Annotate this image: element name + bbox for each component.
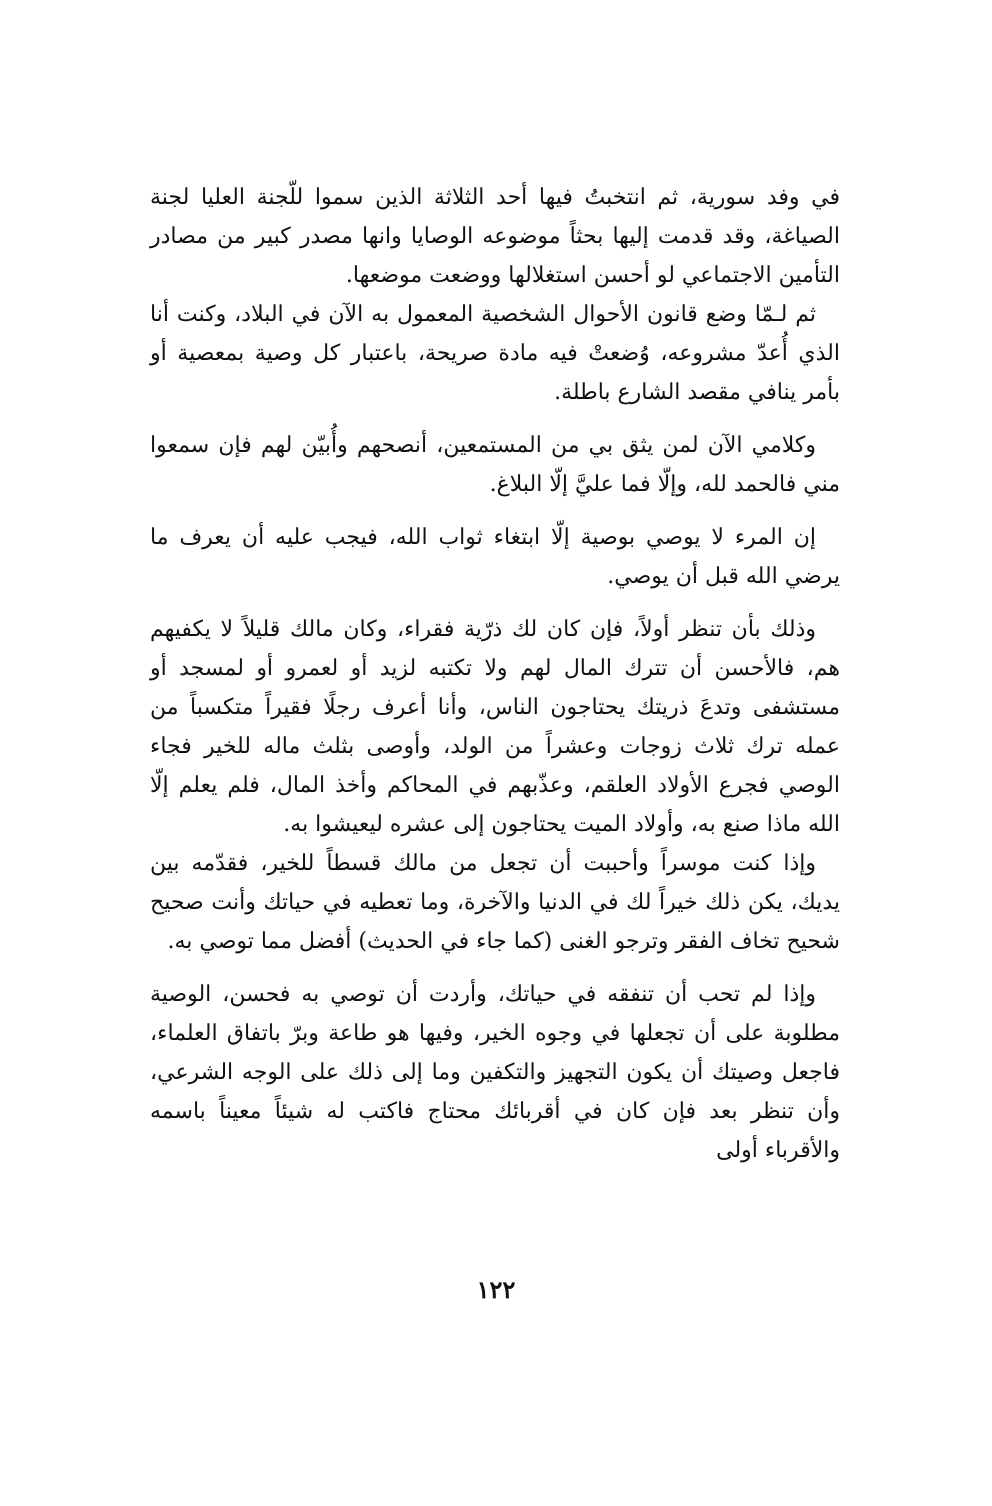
paragraph-5: وذلك بأن تنظر أولاً، فإن كان لك ذرّية فقراء، وكان مالك قليلاً لا يكفيهم هم، فالأحسن أن تترك المال لهم ولا تكتبه لزيد أو لعمرو أو لمسجد أو مستشفى وتدعَ ذريتك يحتاجون الناس، وأنا أعرف رجلًا فقيراً متكسباً من عمله ترك ثلاث زوجات وعشراً من الولد، وأوصى بثلث ماله للخير فجاء الوصي فجرع الأولاد العلقم، وعذّبهم في المحاكم وأخذ المال، فلم يعلم إلّا الله ماذا صنع به، وأولاد الميت يحتاجون إلى عشره ليعيشوا به. bbox=[150, 617, 840, 837]
paragraph-2: ثم لـمّا وضع قانون الأحوال الشخصية المعمول به الآن في البلاد، وكنت أنا الذي أُعدّ مشروعه، وُضعتْ فيه مادة صريحة، باعتبار كل وصية بمعصية أو بأمر ينافي مقصد الشارع باطلة. bbox=[150, 302, 840, 405]
page-number: ١٢٢ bbox=[476, 1275, 516, 1304]
paragraph-1: في وفد سورية، ثم انتخبتُ فيها أحد الثلاثة الذين سموا للّجنة العليا لجنة الصياغة، وقد قدمت إليها بحثاً موضوعه الوصايا وانها مصدر كبير من مصادر التأمين الاجتماعي لو أحسن استغلالها ووضعت موضعها. bbox=[150, 185, 840, 288]
paragraph-6: وإذا كنت موسراً وأحببت أن تجعل من مالك قسطاً للخير، فقدّمه بين يديك، يكن ذلك خيراً لك في الدنيا والآخرة، وما تعطيه في حياتك وأنت صحيح شحيح تخاف الفقر وترجو الغنى (كما جاء في الحديث) أفضل مما توصي به. bbox=[150, 851, 840, 954]
paragraph-7: وإذا لم تحب أن تنفقه في حياتك، وأردت أن توصي به فحسن، الوصية مطلوبة على أن تجعلها في وجوه الخير، وفيها هو طاعة وبرّ باتفاق العلماء، فاجعل وصيتك أن يكون التجهيز والتكفين وما إلى ذلك على الوجه الشرعي، وأن تنظر بعد فإن كان في أقربائك محتاج فاكتب له شيئاً معيناً باسمه والأقرباء أولى bbox=[150, 982, 840, 1163]
paragraph-4: إن المرء لا يوصي بوصية إلّا ابتغاء ثواب الله، فيجب عليه أن يعرف ما يرضي الله قبل أن يوصي. bbox=[150, 525, 840, 589]
paragraph-3: وكلامي الآن لمن يثق بي من المستمعين، أنصحهم وأُبيّن لهم فإن سمعوا مني فالحمد لله، وإلّا فما عليَّ إلّا البلاغ. bbox=[150, 433, 840, 497]
body-text bbox=[150, 178, 840, 1170]
